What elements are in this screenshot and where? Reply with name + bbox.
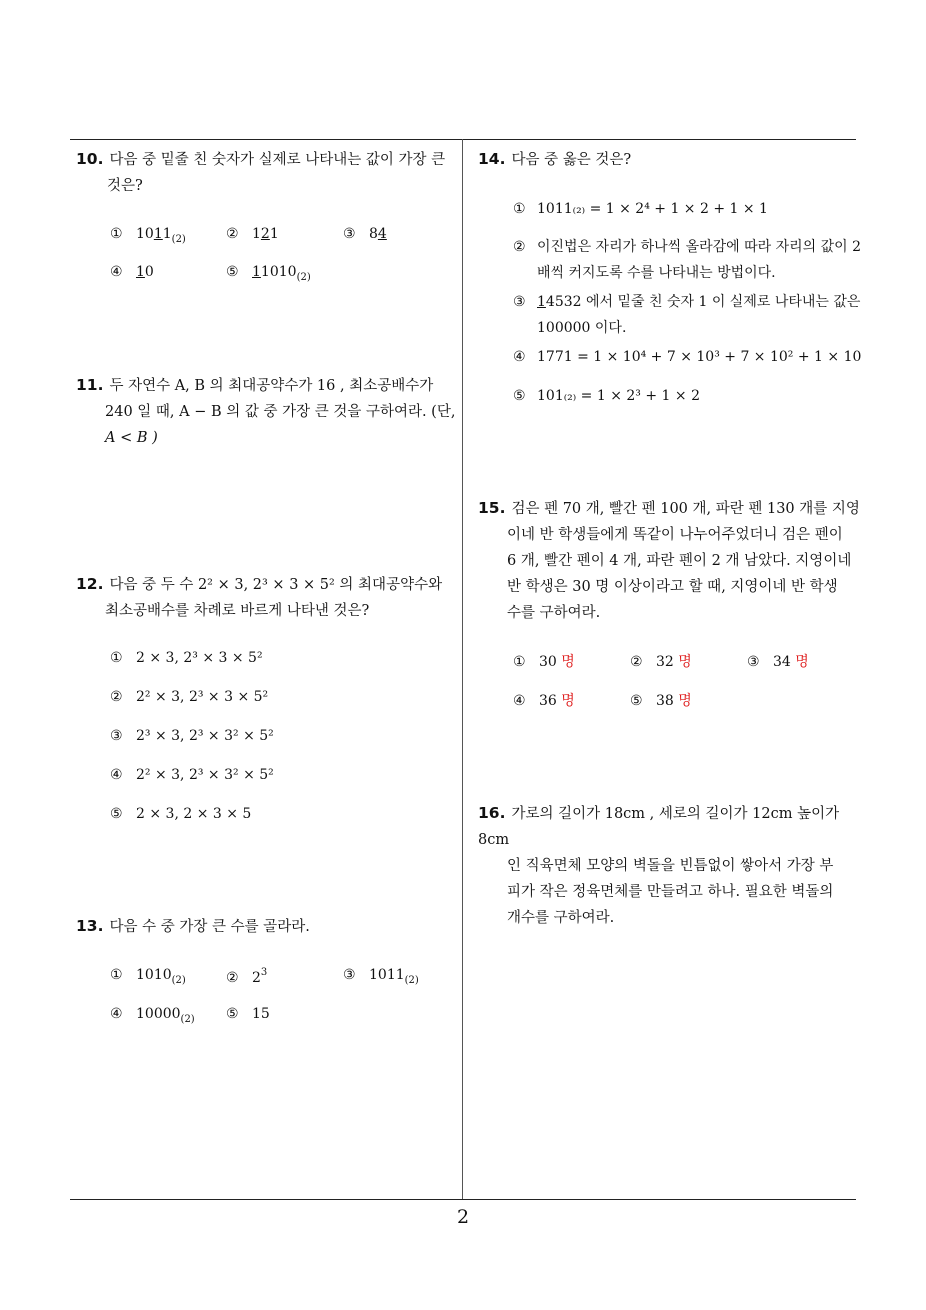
option-1[interactable]: ① 1011₍₂₎ = 1 × 2⁴ + 1 × 2 + 1 × 1 (513, 201, 768, 217)
question-number: 14. (478, 150, 506, 168)
question-number: 12. (76, 575, 104, 593)
question-10 (76, 146, 458, 199)
option-4[interactable]: ④ 36 명 (513, 693, 575, 709)
option-4[interactable]: ④ 10 (110, 264, 154, 280)
question-14: 14. 다음 중 옳은 것은? (478, 150, 632, 168)
option-4[interactable]: ④ $10000_{(2)}$ (110, 1006, 195, 1025)
question-13: 13. 다음 수 중 가장 큰 수를 골라라. (76, 917, 310, 935)
option-5[interactable]: ⑤ $11010_{(2)}$ (226, 264, 311, 283)
q10-line2: 것은? (107, 178, 143, 194)
option-1[interactable]: ① 30 명 (513, 654, 575, 670)
option-4[interactable]: ④ 1771 = 1 × 10⁴ + 7 × 10³ + 7 × 10² + 1 × 10 (513, 349, 862, 365)
option-3[interactable]: ③ 14532 에서 밑줄 친 숫자 1 이 실제로 나타내는 값은 100000 이다. (513, 294, 861, 336)
option-4[interactable]: ④ 2² × 3, 2³ × 3² × 5² (110, 767, 274, 783)
option-3[interactable]: ③ 2³ × 3, 2³ × 3² × 5² (110, 728, 274, 744)
question-number: 11. (76, 376, 104, 394)
question-11: 11. 두 자연수 A, B 의 최대공약수가 16 , 최소공배수가 240 일 때, A − B 의 값 중 가장 큰 것을 구하여라. (단, A < B ) (76, 376, 456, 446)
option-2[interactable]: ② 32 명 (630, 654, 692, 670)
top-rule (70, 139, 856, 140)
question-number: 13. (76, 917, 104, 935)
bottom-rule (70, 1199, 856, 1200)
option-5[interactable]: ⑤ 38 명 (630, 693, 692, 709)
option-1[interactable]: ① $1010_{(2)}$ (110, 967, 186, 986)
option-5[interactable]: ⑤ 101₍₂₎ = 1 × 2³ + 1 × 2 (513, 388, 700, 404)
option-2[interactable]: ② 121 (226, 226, 279, 242)
column-divider (462, 139, 463, 1200)
question-15: 15. 검은 펜 70 개, 빨간 펜 100 개, 파란 펜 130 개를 지영 이네 반 학생들에게 똑같이 나누어주었더니 검은 펜이 6 개, 빨간 펜이 4 개, 파란 펜이 2 개 남았다. 지영이네 반 학생은 30 명 이상이라고 할 때, 지영이네 반 학생 수를 구하여라. (478, 499, 860, 621)
question-number: 16. (478, 804, 506, 822)
option-3[interactable]: ③ 34 명 (747, 654, 809, 670)
option-1[interactable]: ① $1011_{(2)}$ (110, 226, 186, 245)
option-2[interactable]: ② 2² × 3, 2³ × 3 × 5² (110, 689, 269, 705)
option-2[interactable]: ② 이진법은 자리가 하나씩 올라감에 따라 자리의 값이 2 배씩 커지도록 수를 나타내는 방법이다. (513, 239, 862, 281)
question-number: 10. (76, 150, 104, 168)
q10-line1: 10. 다음 중 밑줄 친 숫자가 실제로 나타내는 값이 가장 큰 (76, 150, 446, 168)
question-16: 16. 가로의 길이가 18cm , 세로의 길이가 12cm 높이가 8cm 인 직육면체 모양의 벽돌을 빈틈없이 쌓아서 가장 부 피가 작은 정육면체를 만들려고 하나. 필요한 벽돌의 개수를 구하여라. (478, 804, 840, 926)
option-1[interactable]: ① 2 × 3, 2³ × 3 × 5² (110, 650, 263, 666)
option-3[interactable]: ③ $1011_{(2)}$ (343, 967, 419, 986)
question-number: 15. (478, 499, 506, 517)
option-3[interactable]: ③ 84 (343, 226, 387, 242)
option-5[interactable]: ⑤ 2 × 3, 2 × 3 × 5 (110, 806, 252, 822)
option-2[interactable]: ② $2^3$ (226, 967, 268, 986)
page-number: 2 (456, 1206, 470, 1228)
option-5[interactable]: ⑤ 15 (226, 1006, 270, 1022)
question-12: 12. 다음 중 두 수 2² × 3, 2³ × 3 × 5² 의 최대공약수와 최소공배수를 차례로 바르게 나타낸 것은? (76, 575, 443, 619)
